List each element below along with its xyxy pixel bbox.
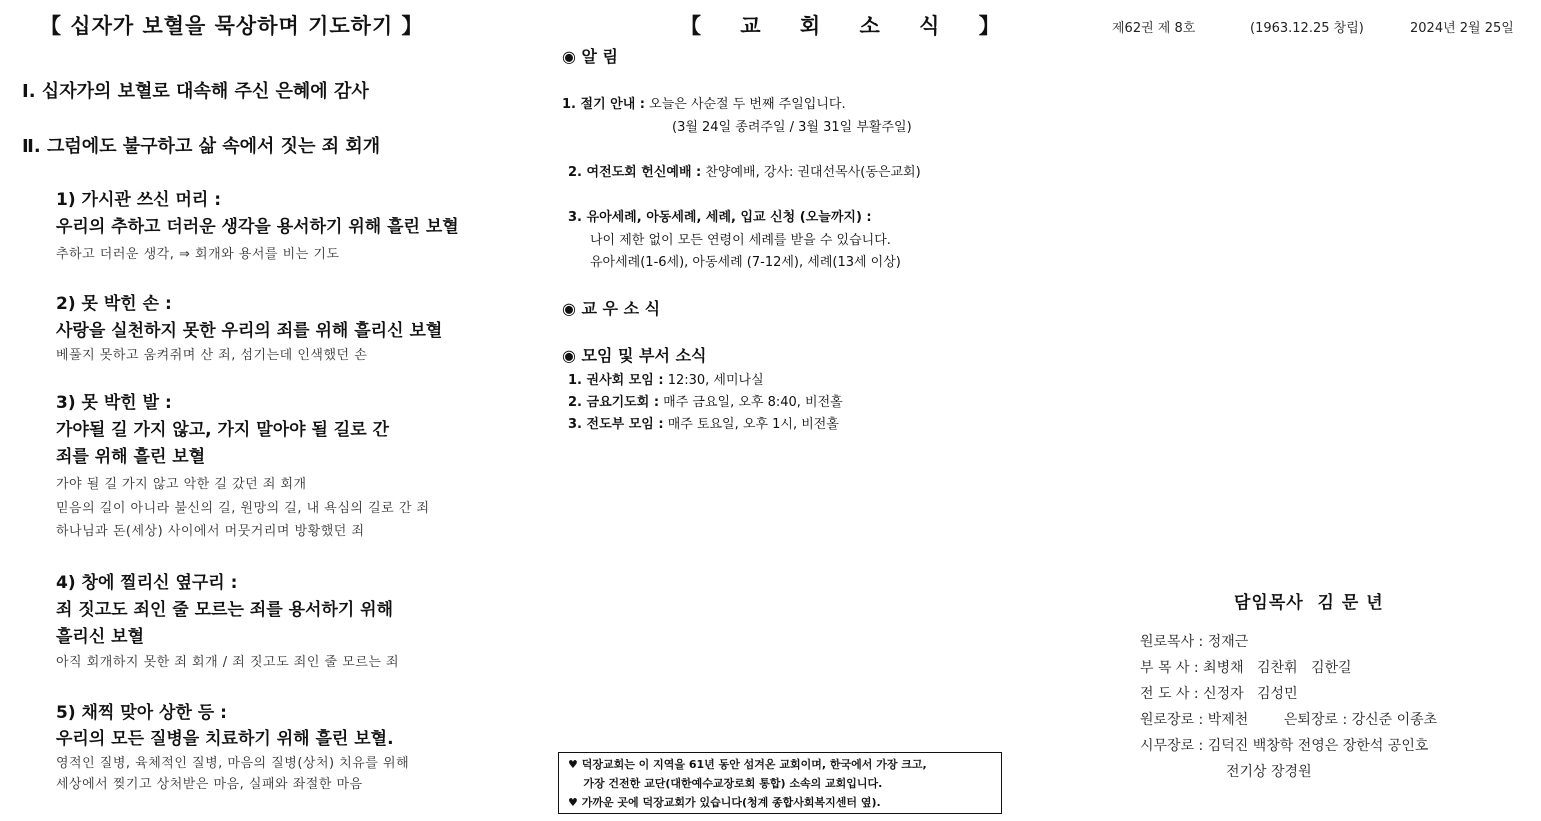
senior-pastor: 담임목사 김 문 년: [1234, 593, 1384, 613]
staff-names: 최병채 김찬휘 김한길: [1203, 660, 1352, 676]
members-news-heading: ◉ 교 우 소 식: [562, 299, 661, 318]
item-2-heading: 2) 못 박힌 손 :: [56, 294, 172, 314]
group-item-3: [568, 413, 839, 432]
item-3-description: 하나님과 돈(세상) 사이에서 머뭇거리며 방황했던 죄: [56, 524, 365, 539]
item-3-subtitle-cont: 죄를 위해 흘린 보혈: [56, 447, 206, 467]
founded-date: (1963.12.25 창립): [1250, 21, 1364, 36]
staff-row: [1140, 709, 1437, 729]
notice-item-2-text: 찬양예배, 강사: 권대선목사(동은교회): [701, 165, 921, 180]
group-item-2-label: 2. 금요기도회 :: [568, 395, 660, 410]
item-1-heading: 1) 가시관 쓰신 머리 :: [56, 190, 222, 210]
notice-item-1-label: 1. 절기 안내 :: [562, 97, 645, 112]
staff-role: 전 도 사 :: [1140, 686, 1199, 702]
prayer-guide-title: 【 십자가 보혈을 묵상하며 기도하기 】: [40, 14, 424, 38]
church-info-line: ♥ 가까운 곳에 덕장교회가 있습니다(청계 종합사회복지센터 옆).: [568, 796, 881, 809]
item-2-subtitle: 사랑을 실천하지 못한 우리의 죄를 위해 흘리신 보혈: [56, 321, 443, 341]
item-3-heading: 3) 못 박힌 발 :: [56, 393, 172, 413]
item-3-subtitle: 가야될 길 가지 않고, 가지 말아야 될 길로 간: [56, 420, 389, 440]
item-3-description: 가야 될 길 가지 않고 악한 길 갔던 죄 회개: [56, 477, 307, 492]
group-item-3-label: 3. 전도부 모임 :: [568, 417, 664, 432]
item-5-description: 영적인 질병, 육체적인 질병, 마음의 질병(상처) 치유를 위해: [56, 756, 410, 771]
notice-item-1-cont: (3월 24일 종려주일 / 3월 31일 부활주일): [672, 120, 912, 135]
staff-role: 원로목사 :: [1140, 634, 1204, 650]
item-5-subtitle: 우리의 모든 질병을 치료하기 위해 흘린 보혈.: [56, 729, 394, 749]
item-3-description: 믿음의 길이 아니라 불신의 길, 원망의 길, 내 욕심의 길로 간 죄: [56, 501, 430, 516]
staff-role: 시무장로 :: [1140, 738, 1204, 754]
item-1-description: 추하고 더러운 생각, ⇒ 회개와 용서를 비는 기도: [56, 247, 340, 262]
item-2-description: 베풀지 못하고 움켜쥐며 산 죄, 섬기는데 인색했던 손: [56, 348, 368, 363]
staff-row-cont: 전기상 장경원: [1226, 764, 1312, 780]
group-item-3-text: 매주 토요일, 오후 1시, 비전홀: [663, 417, 839, 432]
notice-item-1-text: 오늘은 사순절 두 번째 주일입니다.: [645, 97, 846, 112]
staff-names: 김덕진 백창학 전영은 장한석 공인호: [1207, 738, 1429, 754]
notice-item-3-cont: 나이 제한 없이 모든 연령이 세례를 받을 수 있습니다.: [590, 233, 891, 248]
group-item-2-text: 매주 금요일, 오후 8:40, 비전홀: [659, 395, 843, 410]
groups-news-heading: ◉ 모임 및 부서 소식: [562, 346, 707, 365]
group-item-1-text: 12:30, 세미나실: [663, 373, 764, 388]
item-4-description: 아직 회개하지 못한 죄 회개 / 죄 짓고도 죄인 줄 모르는 죄: [56, 655, 400, 670]
staff-role: 원로장로 :: [1140, 712, 1204, 728]
staff-row: [1140, 735, 1428, 755]
notice-item-2: [568, 161, 921, 180]
notice-item-3-cont: 유아세례(1-6세), 아동세례 (7-12세), 세례(13세 이상): [590, 255, 901, 270]
church-info-box: [558, 752, 1002, 814]
staff-role: 부 목 사 :: [1140, 660, 1199, 676]
item-5-heading: 5) 채찍 맞아 상한 등 :: [56, 703, 227, 723]
item-4-heading: 4) 창에 찔리신 옆구리 :: [56, 573, 238, 593]
group-item-2: [568, 391, 843, 410]
staff-names: 박제천 은퇴장로 : 강신준 이종초: [1207, 712, 1438, 728]
church-news-title: 【 교 회 소 식 】: [680, 14, 1016, 38]
staff-row: [1140, 683, 1298, 703]
item-1-subtitle: 우리의 추하고 더러운 생각을 용서하기 위해 흘린 보혈: [56, 217, 459, 237]
notice-item-3: [568, 206, 872, 225]
notice-item-3-label: 3. 유아세례, 아동세례, 세례, 입교 신청 (오늘까지) :: [568, 210, 872, 225]
item-4-subtitle-cont: 흘리신 보혈: [56, 627, 145, 647]
group-item-1-label: 1. 권사회 모임 :: [568, 373, 664, 388]
staff-row: [1140, 631, 1248, 651]
staff-names: 신정자 김성민: [1203, 686, 1298, 702]
section-heading-1: Ⅰ. 십자가의 보혈로 대속해 주신 은혜에 감사: [22, 81, 369, 102]
church-info-line: ♥ 덕장교회는 이 지역을 61년 동안 섬겨온 교회이며, 한국에서 가장 크고,: [568, 758, 927, 771]
item-5-description: 세상에서 찢기고 상처받은 마음, 실패와 좌절한 마음: [56, 777, 363, 792]
notice-item-2-label: 2. 여전도회 헌신예배 :: [568, 165, 702, 180]
section-heading-2: Ⅱ. 그럼에도 불구하고 삶 속에서 짓는 죄 회개: [22, 136, 381, 157]
volume-number: 제62권 제 8호: [1112, 21, 1196, 36]
item-4-subtitle: 죄 짓고도 죄인 줄 모르는 죄를 용서하기 위해: [56, 600, 394, 620]
group-item-1: [568, 369, 764, 388]
notice-heading: ◉ 알 림: [562, 47, 619, 66]
issue-date: 2024년 2월 25일: [1410, 21, 1514, 36]
staff-names: 정재근: [1207, 634, 1249, 650]
church-info-line: 가장 건전한 교단(대한예수교장로회 통합) 소속의 교회입니다.: [568, 777, 883, 790]
notice-item-1: [562, 93, 846, 112]
staff-row: [1140, 657, 1352, 677]
